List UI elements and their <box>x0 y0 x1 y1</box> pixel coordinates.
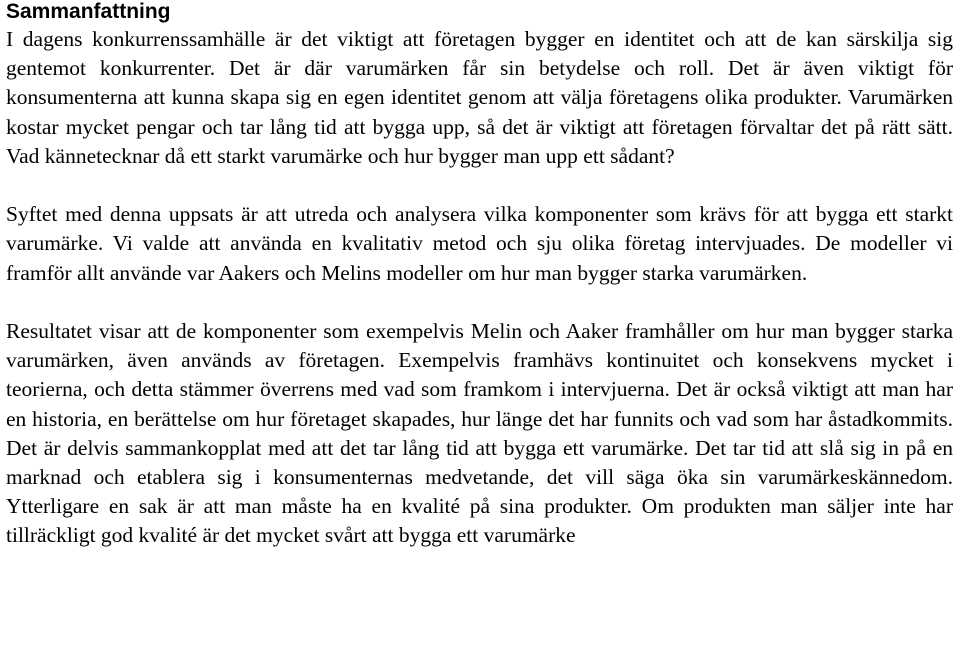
paragraph-purpose: Syftet med denna uppsats är att utreda och analysera vilka komponenter som krävs för att bygga ett starkt varumärke. Vi valde att använda en kvalitativ metod och sju olika företag intervjuades. De modeller vi framför allt använde var Aakers och Melins modeller om hur man bygger starka varumärken. <box>6 202 953 285</box>
paragraph-intro: I dagens konkurrenssamhälle är det viktigt att företagen bygger en identitet och att de kan särskilja sig gentemot konkurrenter. Det är där varumärken får sin betydelse och roll. Det är även viktigt för konsumenterna att kunna skapa sig en egen identitet genom att välja företagens olika produkter. Varumärken kostar mycket pengar och tar lång tid att bygga upp, så det är viktigt att företagen förvaltar det på rätt sätt. Vad kännetecknar då ett starkt varumärke och hur bygger man upp ett sådant? <box>6 27 953 168</box>
paragraph-results: Resultatet visar att de komponenter som exempelvis Melin och Aaker framhåller om hur man bygger starka varumärken, även används av företagen. Exempelvis framhävs kontinuitet och konsekvens mycket i teorierna, och detta stämmer överrens med vad som framkom i intervjuerna. Det är också viktigt att man har en historia, en berättelse om hur företaget skapades, hur länge det har funnits och vad som har åstadkommits. Det är delvis sammankopplat med att det tar lång tid att bygga ett varumärke. Det tar tid att slå sig in på en marknad och etablera sig i konsumenternas medvetande, det vill säga öka sin varumärkeskännedom. Ytterligare en sak är att man måste ha en kvalité på sina produkter. Om produkten man säljer inte har tillräckligt god kvalité är det mycket svårt att bygga ett varumärke <box>6 319 953 548</box>
section-heading: Sammanfattning <box>6 0 171 23</box>
